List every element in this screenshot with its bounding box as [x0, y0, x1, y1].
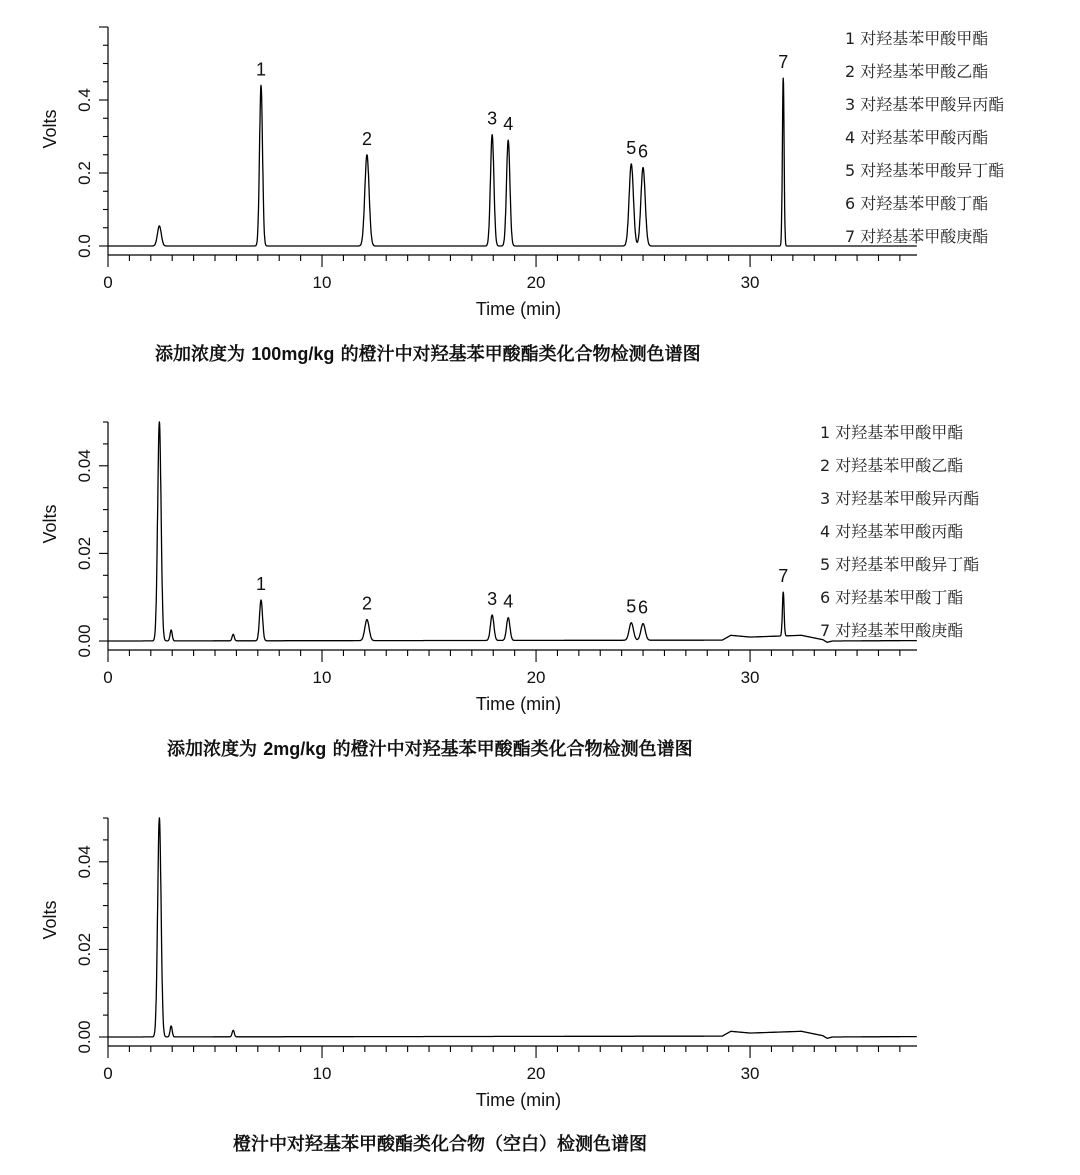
y-tick-label: 0.02: [75, 536, 94, 570]
x-tick-label: 30: [740, 273, 760, 292]
y-tick-label: 0.00: [75, 624, 94, 658]
legend-entry: 7 对羟基苯甲酸庚酯: [845, 227, 989, 246]
x-axis-title: Time (min): [475, 1090, 562, 1110]
y-axis-title: Volts: [40, 109, 60, 149]
x-tick-label: 30: [740, 668, 760, 687]
x-axis-title: Time (min): [475, 299, 562, 319]
x-tick-label: 10: [312, 1064, 332, 1083]
y-tick-label: 0.2: [75, 161, 94, 185]
legend-entry: 1 对羟基苯甲酸甲酯: [845, 29, 989, 48]
chart-panel-2: [40, 422, 979, 760]
caption-part: 100mg/kg: [251, 344, 335, 364]
x-tick-label: 20: [526, 273, 546, 292]
peak-label: 6: [638, 141, 649, 162]
peak-label: 5: [626, 596, 637, 617]
figure-caption: [155, 343, 701, 365]
caption-part: 的橙汁中对羟基苯甲酸酯类化合物检测色谱图: [326, 739, 693, 760]
x-tick-label: 10: [312, 668, 332, 687]
peak-label: 1: [256, 574, 267, 595]
legend-entry: 6 对羟基苯甲酸丁酯: [845, 194, 989, 213]
caption-part: 添加浓度为: [155, 344, 252, 365]
peak-label: 6: [638, 597, 649, 618]
y-tick-label: 0.02: [75, 932, 94, 966]
legend-entry: 2 对羟基苯甲酸乙酯: [845, 62, 989, 81]
x-tick-label: 10: [312, 273, 332, 292]
peak-label: 5: [626, 137, 637, 158]
x-tick-label: 0: [103, 273, 113, 292]
chromatogram-trace: [108, 818, 917, 1038]
legend-entry: 7 对羟基苯甲酸庚酯: [820, 621, 964, 640]
peak-label: 7: [778, 566, 789, 587]
legend-entry: 3 对羟基苯甲酸异丙酯: [845, 95, 1005, 114]
y-tick-label: 0.04: [75, 845, 94, 879]
caption-part: 的橙汁中对羟基苯甲酸酯类化合物检测色谱图: [334, 344, 701, 365]
figure-caption: [167, 738, 693, 760]
peak-label: 1: [256, 59, 267, 80]
chromatogram-trace: [108, 78, 917, 246]
y-tick-label: 0.00: [75, 1020, 94, 1054]
peak-label: 3: [487, 589, 498, 610]
peak-label: 4: [503, 114, 514, 135]
figure-caption: [233, 1133, 647, 1155]
x-tick-label: 0: [103, 1064, 113, 1083]
y-axis-title: Volts: [40, 504, 60, 544]
caption-part: 2mg/kg: [263, 739, 327, 759]
caption-part: 橙汁中对羟基苯甲酸酯类化合物（空白）检测色谱图: [233, 1134, 647, 1155]
chart-panel-1: [40, 27, 1004, 365]
caption-part: 添加浓度为: [167, 739, 264, 760]
x-tick-label: 30: [740, 1064, 760, 1083]
x-tick-label: 0: [103, 668, 113, 687]
legend-entry: 4 对羟基苯甲酸丙酯: [820, 522, 964, 541]
peak-label: 2: [361, 593, 372, 614]
legend-entry: 1 对羟基苯甲酸甲酯: [820, 423, 964, 442]
peak-label: 4: [503, 591, 514, 612]
x-axis-title: Time (min): [475, 694, 562, 714]
y-tick-label: 0.04: [75, 449, 94, 483]
legend-entry: 5 对羟基苯甲酸异丁酯: [845, 161, 1005, 180]
legend-entry: 5 对羟基苯甲酸异丁酯: [820, 555, 980, 574]
peak-label: 2: [361, 128, 372, 149]
peak-label: 3: [487, 108, 498, 129]
y-tick-label: 0.0: [75, 234, 94, 258]
legend-entry: 4 对羟基苯甲酸丙酯: [845, 128, 989, 147]
legend-entry: 6 对羟基苯甲酸丁酯: [820, 588, 964, 607]
x-tick-label: 20: [526, 1064, 546, 1083]
legend-entry: 2 对羟基苯甲酸乙酯: [820, 456, 964, 475]
y-tick-label: 0.4: [75, 88, 94, 112]
chart-panel-3: [40, 818, 917, 1155]
legend-entry: 3 对羟基苯甲酸异丙酯: [820, 489, 980, 508]
x-tick-label: 20: [526, 668, 546, 687]
y-axis-title: Volts: [40, 900, 60, 940]
peak-label: 7: [778, 52, 789, 73]
